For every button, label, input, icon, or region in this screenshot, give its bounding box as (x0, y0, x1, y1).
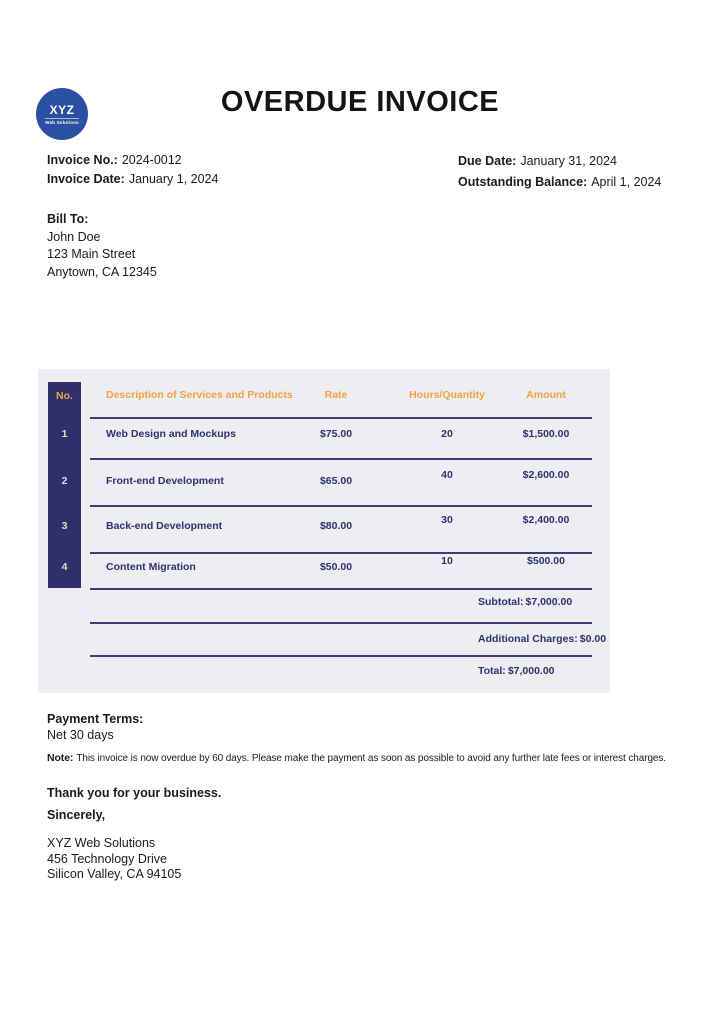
row-number-column (48, 382, 81, 588)
additional-charges-label: Additional Charges: (478, 633, 578, 645)
company-name: XYZ Web Solutions (47, 836, 156, 850)
outstanding-balance-line (458, 172, 661, 193)
invoice-number-value: 2024-0012 (121, 153, 182, 167)
outstanding-balance-value: April 1, 2024 (591, 175, 662, 189)
bill-to-label: Bill To: (47, 212, 89, 226)
bill-to-street: 123 Main Street (47, 247, 136, 261)
outstanding-balance-label: Outstanding Balance: (458, 175, 588, 189)
company-city: Silicon Valley, CA 94105 (47, 867, 182, 881)
page-title: OVERDUE INVOICE (220, 86, 500, 118)
cell-rate: $75.00 (319, 428, 353, 440)
additional-charges-value: $0.00 (579, 633, 607, 645)
cell-rate: $80.00 (319, 520, 353, 532)
note-text: This invoice is now overdue by 60 days. Please make the payment as soon as possible to avoid any further late fees or interest charges. (76, 753, 666, 764)
cell-description: Content Migration (106, 561, 196, 573)
row-number: 4 (61, 561, 68, 573)
row-number: 1 (61, 428, 68, 440)
company-street: 456 Technology Drive (47, 851, 167, 866)
table-divider (90, 588, 592, 590)
overdue-note (47, 752, 666, 764)
payment-terms-label: Payment Terms: (47, 712, 144, 726)
cell-rate: $65.00 (319, 475, 353, 487)
logo-abbr: XYZ (49, 103, 75, 117)
table-divider (90, 505, 592, 507)
cell-hours: 20 (441, 428, 453, 440)
cell-amount: $2,400.00 (522, 514, 570, 526)
due-date-line (458, 151, 661, 172)
table-divider (90, 655, 592, 657)
cell-amount: $500.00 (527, 555, 565, 567)
line-items-table (38, 369, 610, 693)
invoice-number-label: Invoice No.: (47, 153, 118, 167)
bill-to-city: Anytown, CA 12345 (47, 264, 157, 279)
cell-hours: 40 (441, 469, 453, 481)
subtotal-value: $7,000.00 (525, 596, 573, 608)
due-date-label: Due Date: (458, 154, 517, 168)
invoice-date-line (47, 170, 218, 189)
cell-description: Web Design and Mockups (106, 428, 236, 440)
logo-subtext: Web Solutions (45, 120, 79, 125)
subtotal-line (478, 596, 572, 608)
column-header-amount: Amount (526, 389, 566, 401)
payment-terms-value: Net 30 days (47, 728, 114, 742)
total-line (478, 665, 555, 677)
signoff-line: Sincerely, (47, 808, 106, 822)
invoice-meta-right (458, 151, 661, 193)
cell-amount: $1,500.00 (522, 428, 570, 440)
cell-hours: 30 (441, 514, 453, 526)
table-divider (90, 622, 592, 624)
cell-description: Front-end Development (106, 475, 224, 487)
column-header-no: No. (56, 390, 73, 402)
cell-hours: 10 (441, 555, 453, 567)
table-divider (90, 552, 592, 554)
cell-rate: $50.00 (319, 561, 353, 573)
column-header-description: Description of Services and Products (106, 389, 293, 401)
table-divider (90, 417, 592, 419)
thank-you-line: Thank you for your business. (47, 786, 222, 800)
note-label: Note: (47, 752, 74, 764)
invoice-date-label: Invoice Date: (47, 171, 125, 186)
column-header-rate: Rate (324, 389, 348, 401)
due-date-value: January 31, 2024 (520, 154, 617, 168)
row-number: 2 (61, 475, 68, 487)
additional-charges-line (478, 633, 606, 645)
column-header-hours: Hours/Quantity (409, 389, 485, 401)
invoice-number-line (47, 151, 218, 170)
invoice-meta-left (47, 151, 218, 188)
subtotal-label: Subtotal: (478, 596, 524, 608)
cell-description: Back-end Development (106, 520, 223, 532)
bill-to-name: John Doe (47, 229, 101, 244)
company-address-block (47, 836, 181, 883)
table-divider (90, 458, 592, 460)
invoice-date-value: January 1, 2024 (128, 171, 219, 186)
total-label: Total: (478, 665, 506, 677)
bill-to-block (47, 211, 157, 281)
row-number: 3 (61, 520, 68, 532)
cell-amount: $2,600.00 (522, 469, 570, 481)
payment-terms-block (47, 711, 143, 743)
total-value: $7,000.00 (507, 665, 555, 677)
